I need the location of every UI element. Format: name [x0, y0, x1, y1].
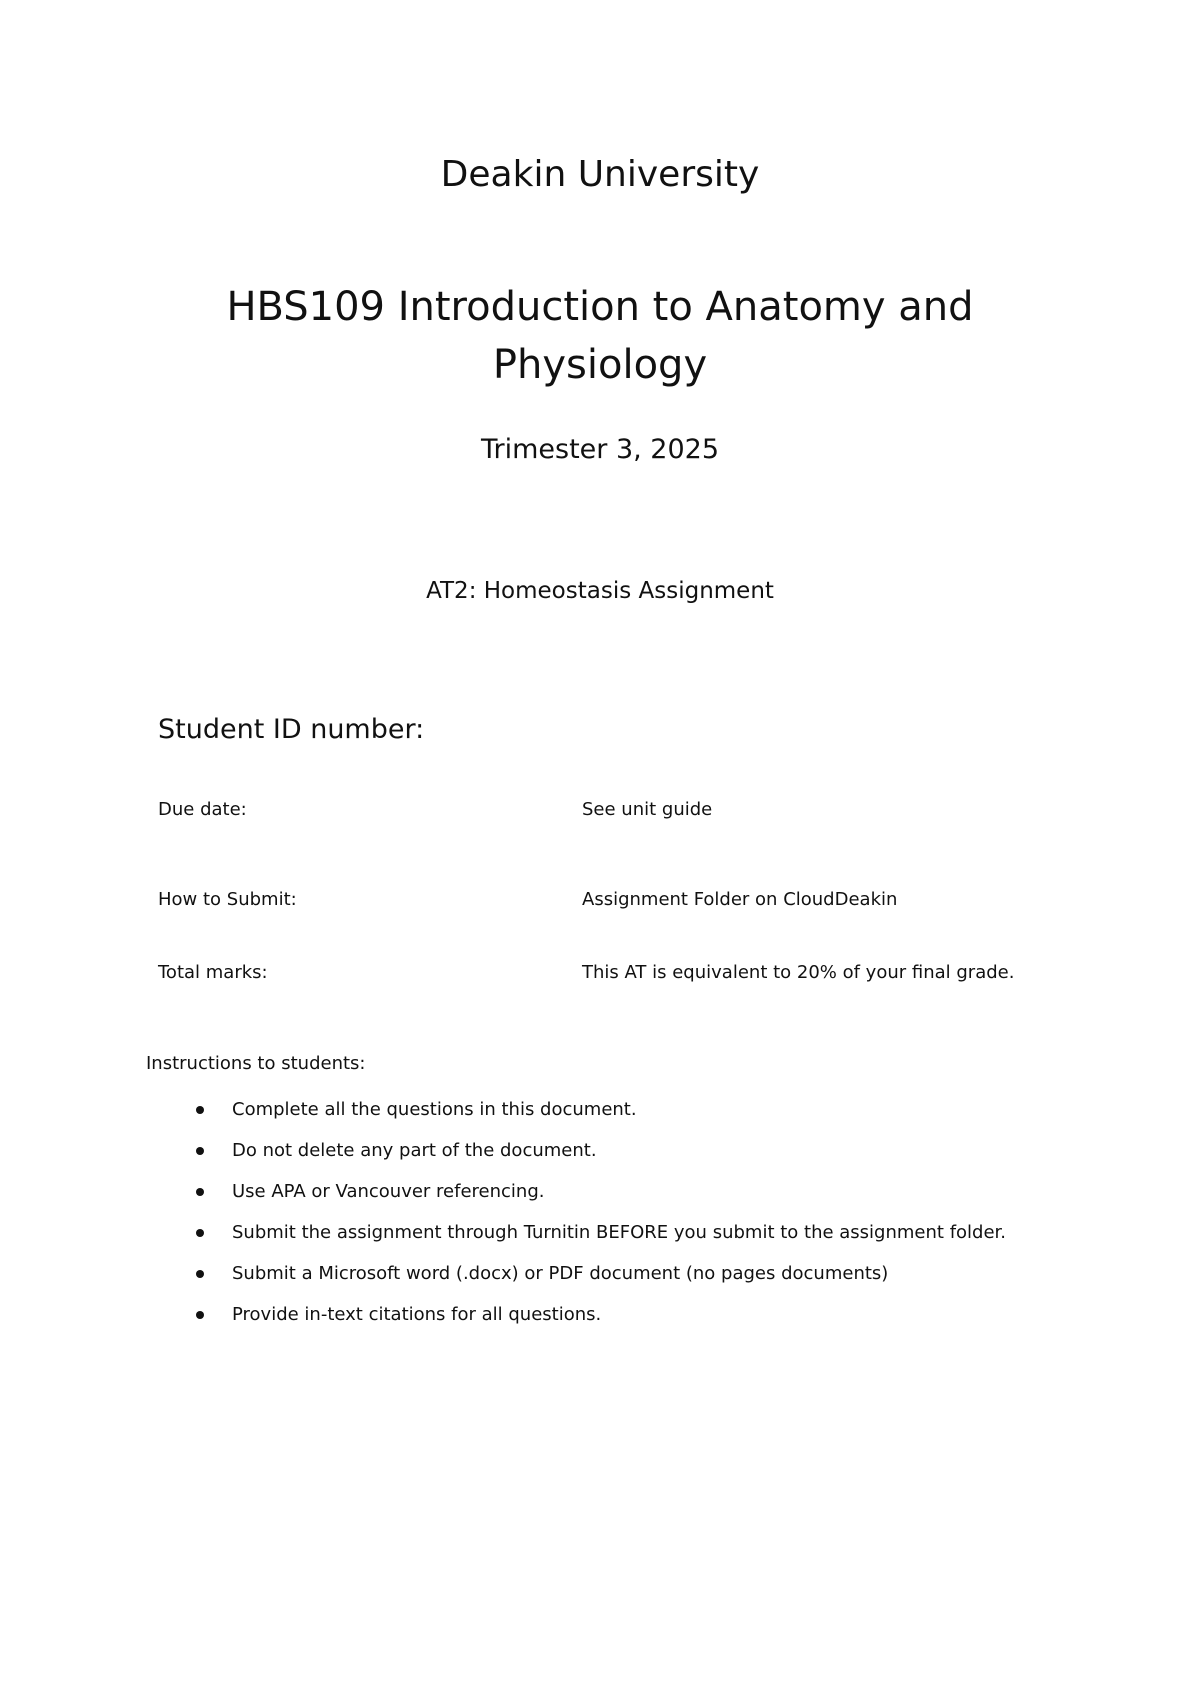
- total-marks-value: This AT is equivalent to 20% of your final grade.: [582, 962, 1015, 983]
- student-id-label: Student ID number:: [158, 714, 425, 745]
- how-to-submit-value: Assignment Folder on CloudDeakin: [582, 889, 898, 910]
- list-item: [190, 1137, 1006, 1178]
- bullet-icon: [196, 1270, 204, 1278]
- list-item: [190, 1260, 1006, 1301]
- instruction-text: Do not delete any part of the document.: [232, 1140, 597, 1161]
- instruction-text: Submit the assignment through Turnitin BEFORE you submit to the assignment folder.: [232, 1222, 1007, 1243]
- instruction-text: Provide in-text citations for all questions.: [232, 1304, 602, 1325]
- instruction-text: Complete all the questions in this document.: [232, 1099, 637, 1120]
- bullet-icon: [196, 1147, 204, 1155]
- instructions-heading: Instructions to students:: [146, 1053, 366, 1074]
- total-marks-label: Total marks:: [158, 962, 268, 983]
- trimester: Trimester 3, 2025: [480, 434, 720, 465]
- bullet-icon: [196, 1188, 204, 1196]
- bullet-icon: [196, 1106, 204, 1114]
- bullet-icon: [196, 1311, 204, 1319]
- university-name: Deakin University: [440, 154, 760, 195]
- unit-title: HBS109 Introduction to Anatomy and Physiology: [226, 284, 974, 388]
- how-to-submit-label: How to Submit:: [158, 889, 297, 910]
- due-date-value: See unit guide: [582, 799, 713, 820]
- assessment-title: AT2: Homeostasis Assignment: [426, 578, 774, 604]
- bullet-icon: [196, 1229, 204, 1237]
- instruction-list: [190, 1096, 1006, 1342]
- list-item: [190, 1096, 1006, 1137]
- instruction-text: Use APA or Vancouver referencing.: [232, 1181, 545, 1202]
- list-item: [190, 1301, 1006, 1342]
- list-item: [190, 1178, 1006, 1219]
- list-item: [190, 1219, 1006, 1260]
- due-date-label: Due date:: [158, 799, 247, 820]
- instruction-text: Submit a Microsoft word (.docx) or PDF document (no pages documents): [232, 1263, 889, 1284]
